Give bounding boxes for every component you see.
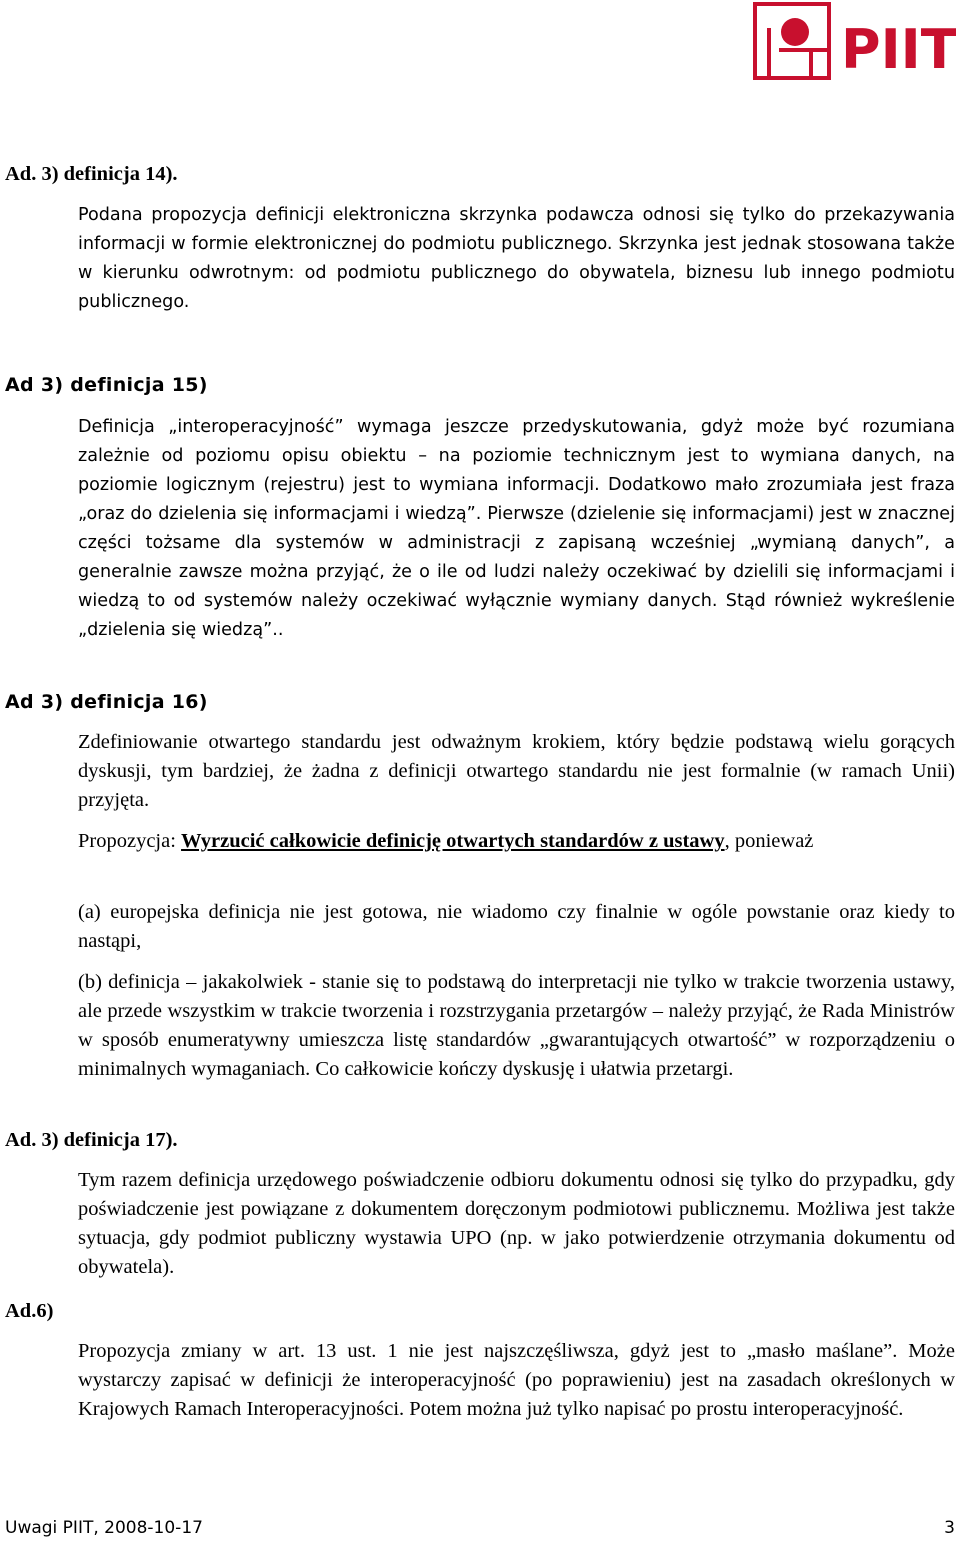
page-number: 3 bbox=[944, 1518, 955, 1538]
section-heading-14: Ad. 3) definicja 14). bbox=[5, 163, 178, 185]
section-heading-15: Ad 3) definicja 15) bbox=[5, 374, 208, 396]
proposal-emphasis: Wyrzucić całkowicie definicję otwartych standardów z ustawy bbox=[181, 830, 725, 852]
section-15-paragraph bbox=[78, 413, 955, 645]
proposal-suffix: , ponieważ bbox=[724, 830, 814, 852]
section-16-proposal bbox=[78, 827, 955, 856]
page-footer bbox=[5, 1515, 955, 1541]
section-16-paragraph-1: Zdefiniowanie otwartego standardu jest odważnym krokiem, który będzie podstawą wielu gorących dyskusji, tym bardziej, że żadna z definicji otwartego standardu nie jest formalnie (w ramach Unii) przyjęta. bbox=[78, 731, 955, 811]
section-15-text: Definicja „interoperacyjność” wymaga jeszcze przedyskutowania, gdyż może być rozumiana zależnie od poziomu opisu obiektu – na poziomie technicznym jest to wymiana danych, na poziomie logicznym (rejestru) jest to wymiana informacji. Dodatkowo mało zrozumiała jest fraza „oraz do dzielenia się informacjami i wiedzą”. Pierwsze (dzielenie się informacjami) jest w znacznej części tożsame dla systemów w administracji z zapisaną wcześniej „wymianą danych”, a generalnie zawsze można przyjąć, że o ile od ludzi należy oczekiwać by dzielili się informacjami i wiedzą to od systemów należy oczekiwać wyłącznie wymiany danych. Stąd również wykreślenie „dzielenia się wiedzą”.. bbox=[78, 417, 955, 640]
section-heading-16: Ad 3) definicja 16) bbox=[5, 691, 208, 713]
section-heading-17: Ad. 3) definicja 17). bbox=[5, 1129, 178, 1151]
svg-text:PIIT: PIIT bbox=[841, 18, 956, 80]
section-16-point-a: (a) europejska definicja nie jest gotowa, nie wiadomo czy finalnie w ogóle powstanie oraz kiedy to nastąpi, bbox=[78, 901, 955, 952]
footer-text: Uwagi PIIT, 2008-10-17 bbox=[5, 1518, 203, 1538]
section-6-paragraph: Propozycja zmiany w art. 13 ust. 1 nie jest najszczęśliwsza, gdyż jest to „masło maślane”. Może wystarczy zapisać w definicji że interoperacyjność (po poprawieniu) jest na zasadach określonych w Krajowych Ramach Interoperacyjności. Potem można już tylko napisać po prostu interoperacyjność. bbox=[78, 1340, 955, 1420]
section-heading-6: Ad.6) bbox=[5, 1300, 54, 1322]
section-16-point-b: (b) definicja – jakakolwiek - stanie się to podstawą do interpretacji nie tylko w trakcie tworzenia ustawy, ale przede wszystkim w trakcie tworzenia i rozstrzygania przetargów – należy przyjąć, że Rada Ministrów w sposób enumeratywny umieszcza listę standardów „gwarantujących otwartość” w rozporządzeniu o minimalnych wymaganiach. Co całkowicie kończy dyskusję i ułatwia przetargi. bbox=[78, 971, 955, 1080]
section-17-paragraph: Tym razem definicja urzędowego poświadczenie odbioru dokumentu odnosi się tylko do przypadku, gdy poświadczenie jest powiązane z dokumentem doręczonym podmiotowi publicznemu. Możliwa jest także sytuacja, gdy podmiot publiczny wystawia UPO (np. w jako potwierdzenie otrzymania dokumentu od obywatela). bbox=[78, 1169, 955, 1278]
proposal-prefix: Propozycja: bbox=[78, 830, 182, 852]
piit-logo bbox=[753, 2, 956, 80]
section-14-paragraph: Podana propozycja definicji elektroniczna skrzynka podawcza odnosi się tylko do przekazywania informacji w formie elektronicznej do podmiotu publicznego. Skrzynka jest jednak stosowana także w kierunku odwrotnym: od podmiotu publicznego do obywatela, biznesu lub innego podmiotu publicznego. bbox=[78, 205, 955, 312]
